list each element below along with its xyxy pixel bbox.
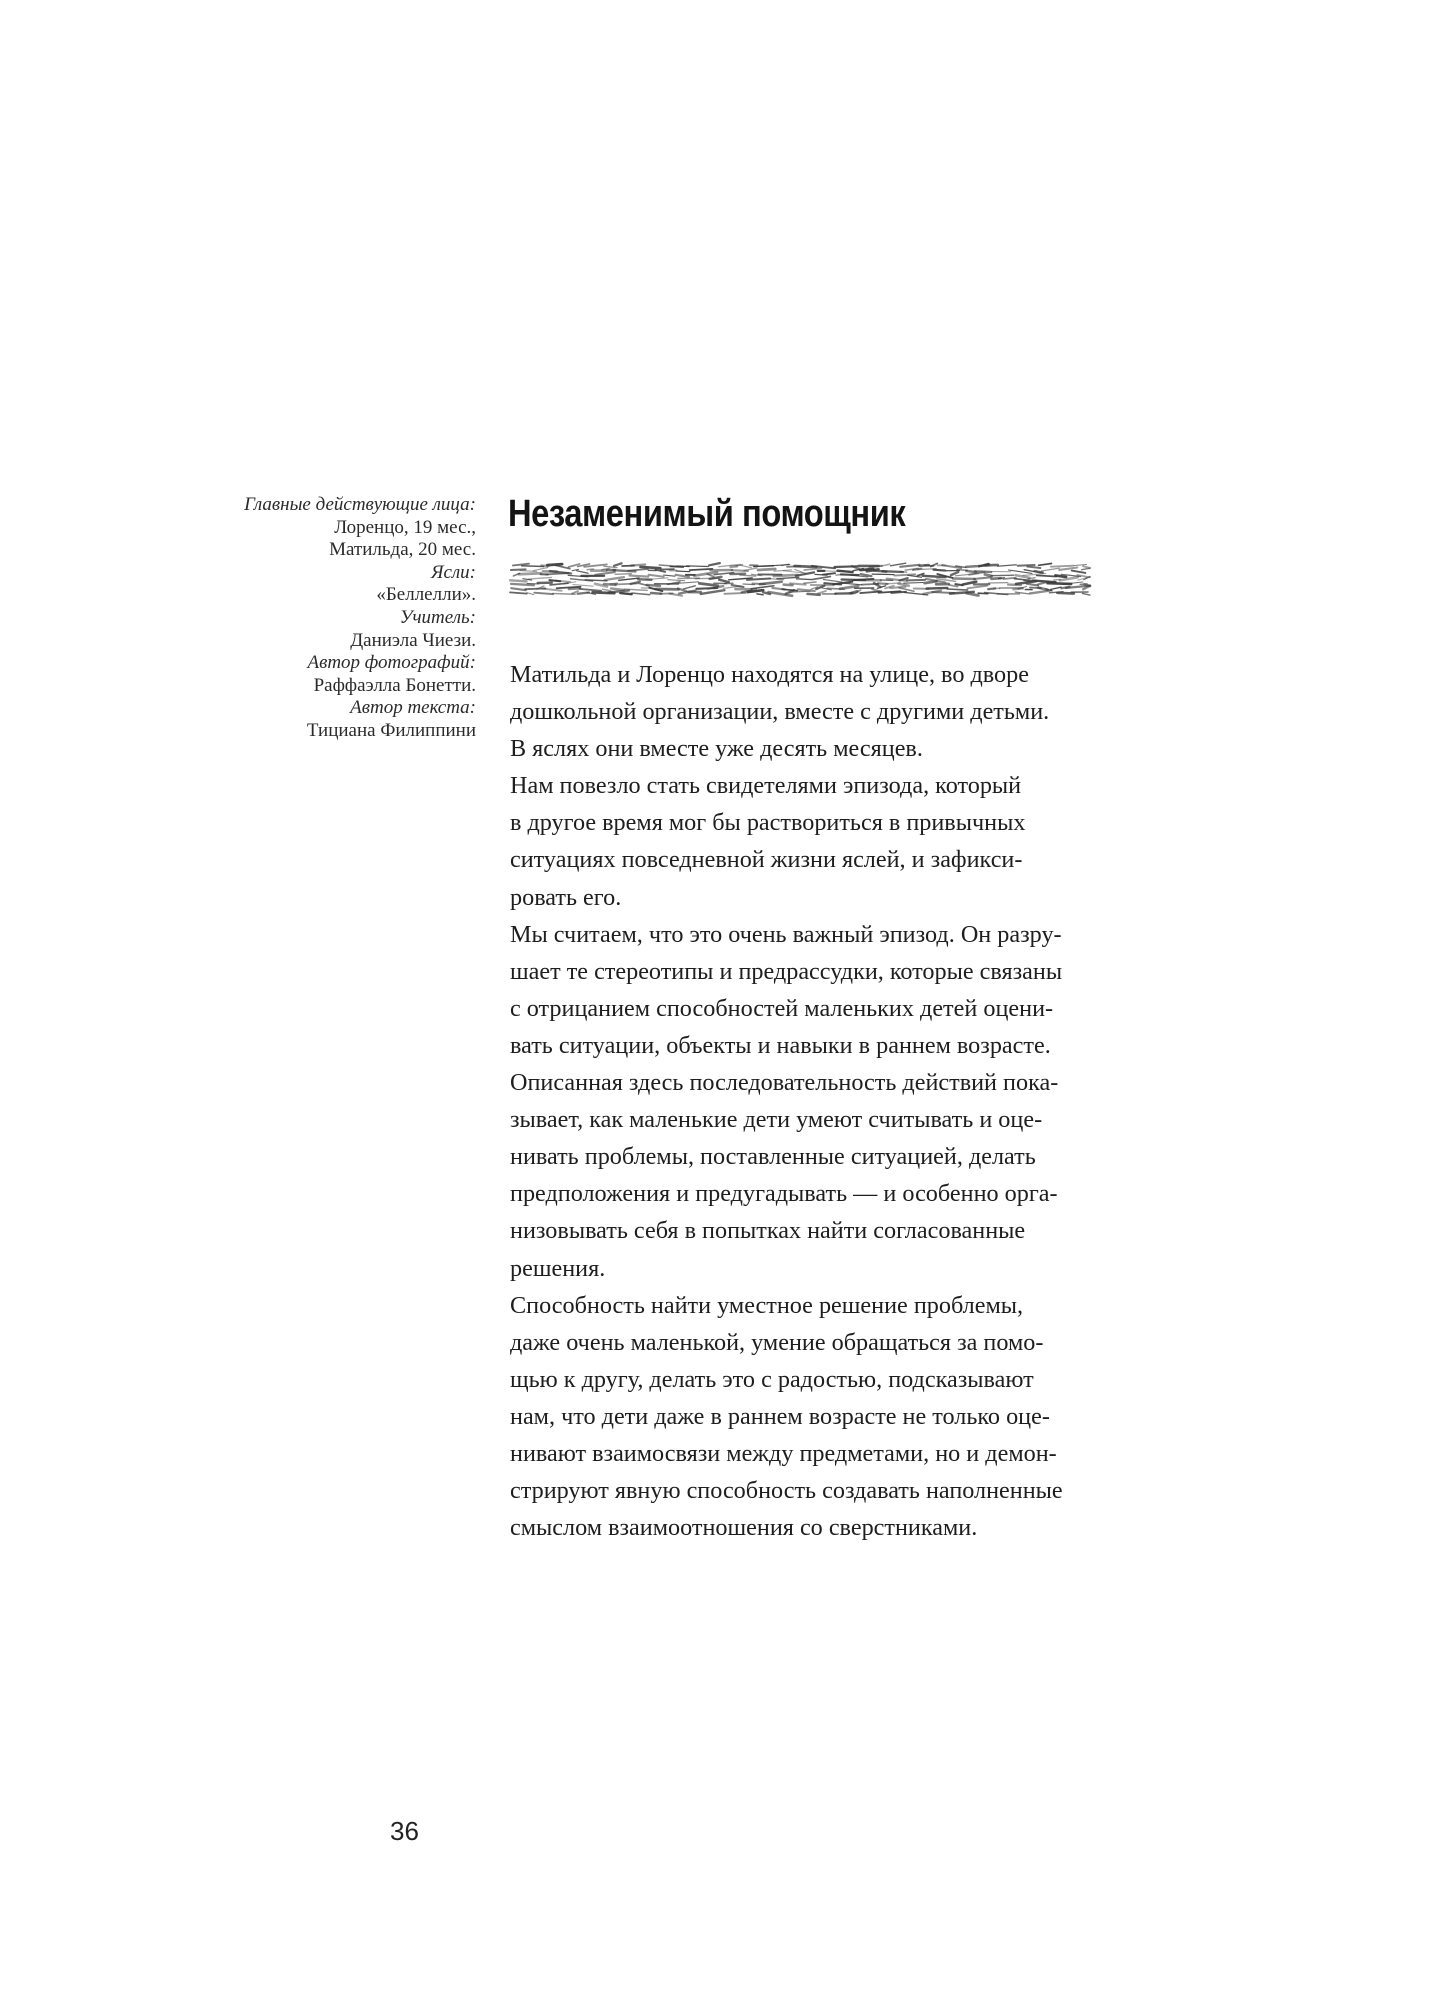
body-line: стрируют явную способность создавать наполненные [510, 1477, 1063, 1505]
credits-sidebar [180, 494, 476, 743]
body-line: ровать его. [510, 883, 622, 911]
body-line: нивать проблемы, поставленные ситуацией, делать [510, 1143, 1036, 1171]
credit-value: «Беллелли». [376, 584, 476, 606]
credit-role-label: Автор текста: [350, 697, 476, 719]
body-line: Нам повезло стать свидетелями эпизода, который [510, 772, 1022, 800]
body-line: Способность найти уместное решение проблемы, [510, 1291, 1024, 1319]
body-line: нам, что дети даже в раннем возрасте не только оце- [510, 1402, 1050, 1430]
body-line: вать ситуации, объекты и навыки в раннем возрасте. [510, 1031, 1051, 1059]
body-line: ситуациях повседневной жизни яслей, и зафикси- [510, 846, 1023, 874]
body-line: В яслях они вместе уже десять месяцев. [510, 735, 923, 763]
body-line: решения. [510, 1254, 606, 1282]
body-line: зывает, как маленькие дети умеют считывать и оце- [510, 1106, 1043, 1134]
page-title: Незаменимый помощник [508, 493, 906, 535]
body-line: дошкольной организации, вместе с другими детьми. [510, 698, 1050, 726]
title-underline-scribble [508, 560, 1092, 600]
body-line: шает те стереотипы и предрассудки, которые связаны [510, 957, 1063, 985]
body-line: Описанная здесь последовательность действий пока- [510, 1069, 1059, 1097]
body-line: Мы считаем, что это очень важный эпизод. Он разру- [510, 920, 1062, 948]
body-line: даже очень маленькой, умение обращаться за помо- [510, 1328, 1044, 1356]
credit-role-label: Ясли: [430, 561, 476, 583]
body-line: предположения и предугадывать — и особенно орга- [510, 1180, 1058, 1208]
body-line: в другое время мог бы раствориться в привычных [510, 809, 1026, 837]
credit-role-label: Главные действующие лица: [244, 494, 476, 515]
credit-role-label: Учитель: [399, 606, 476, 628]
body-line: Матильда и Лоренцо находятся на улице, во дворе [510, 661, 1029, 688]
credit-value: Матильда, 20 мес. [329, 539, 476, 561]
body-line: нивают взаимосвязи между предметами, но и демон- [510, 1439, 1057, 1467]
page-number: 36 [390, 1816, 419, 1846]
body-text [510, 656, 1150, 1546]
body-line: щью к другу, делать это с радостью, подсказывают [510, 1365, 1034, 1393]
credit-value: Раффаэлла Бонетти. [313, 674, 476, 696]
credit-role-label: Автор фотографий: [307, 652, 476, 674]
credit-value: Даниэла Чиези. [350, 629, 476, 651]
credit-value: Тициана Филиппини [306, 719, 476, 741]
body-line: смыслом взаимоотношения со сверстниками. [510, 1514, 978, 1542]
body-line: низовывать себя в попытках найти согласованные [510, 1217, 1026, 1245]
credit-value: Лоренцо, 19 мес., [334, 516, 476, 538]
body-line: с отрицанием способностей маленьких детей оцени- [510, 994, 1054, 1022]
